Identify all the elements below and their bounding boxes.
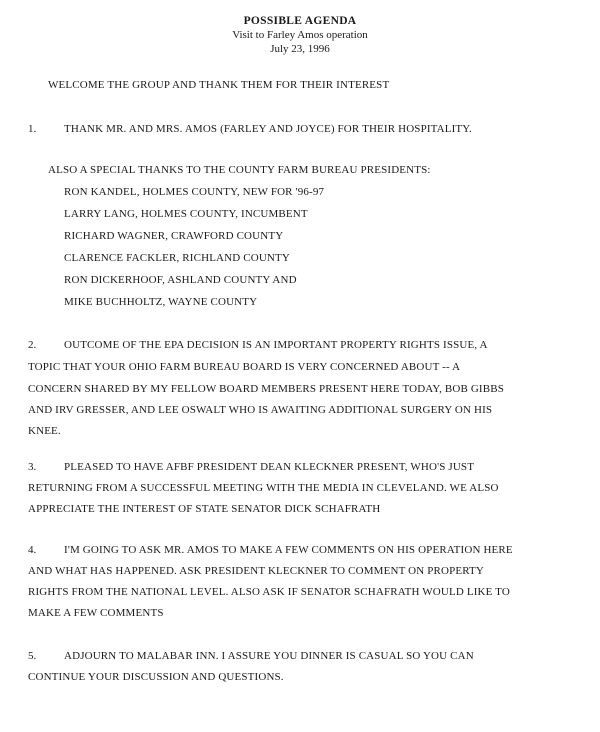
item-4-line: MAKE A FEW COMMENTS [28, 607, 164, 619]
item-2-line: KNEE. [28, 425, 61, 437]
president-line: RICHARD WAGNER, CRAWFORD COUNTY [64, 230, 284, 242]
item-3-number: 3. [28, 461, 37, 473]
item-4-line: AND WHAT HAS HAPPENED. ASK PRESIDENT KLECKNER TO COMMENT ON PROPERTY [28, 565, 485, 577]
item-3-line: APPRECIATE THE INTEREST OF STATE SENATOR DICK SCHAFRATH [28, 503, 381, 515]
thanks-intro: ALSO A SPECIAL THANKS TO THE COUNTY FARM BUREAU PRESIDENTS: [48, 164, 431, 176]
item-3-line: PLEASED TO HAVE AFBF PRESIDENT DEAN KLECKNER PRESENT, WHO'S JUST [64, 461, 475, 473]
president-line: RON KANDEL, HOLMES COUNTY, NEW FOR '96-97 [64, 186, 325, 198]
document-date: July 23, 1996 [270, 43, 330, 55]
item-2-line: CONCERN SHARED BY MY FELLOW BOARD MEMBERS PRESENT HERE TODAY, BOB GIBBS [28, 383, 504, 395]
item-2-number: 2. [28, 339, 37, 351]
president-line: LARRY LANG, HOLMES COUNTY, INCUMBENT [64, 208, 308, 220]
item-2-line: OUTCOME OF THE EPA DECISION IS AN IMPORTANT PROPERTY RIGHTS ISSUE, A [64, 339, 488, 351]
document-subtitle: Visit to Farley Amos operation [232, 29, 368, 41]
item-1-number: 1. [28, 123, 37, 135]
item-4-line: I'M GOING TO ASK MR. AMOS TO MAKE A FEW COMMENTS ON HIS OPERATION HERE [64, 544, 513, 556]
item-2-line: TOPIC THAT YOUR OHIO FARM BUREAU BOARD IS VERY CONCERNED ABOUT -- A [28, 361, 461, 373]
item-3-line: RETURNING FROM A SUCCESSFUL MEETING WITH THE MEDIA IN CLEVELAND. WE ALSO [28, 482, 499, 494]
item-4-line: RIGHTS FROM THE NATIONAL LEVEL. ALSO ASK IF SENATOR SCHAFRATH WOULD LIKE TO [28, 586, 510, 598]
president-line: CLARENCE FACKLER, RICHLAND COUNTY [64, 252, 290, 264]
welcome-line: WELCOME THE GROUP AND THANK THEM FOR THEIR INTEREST [48, 79, 390, 91]
item-4-number: 4. [28, 544, 37, 556]
item-1-text: THANK MR. AND MRS. AMOS (FARLEY AND JOYCE) FOR THEIR HOSPITALITY. [64, 123, 472, 135]
item-5-line: ADJOURN TO MALABAR INN. I ASSURE YOU DINNER IS CASUAL SO YOU CAN [64, 650, 474, 662]
document-title: POSSIBLE AGENDA [243, 15, 357, 27]
president-line: RON DICKERHOOF, ASHLAND COUNTY AND [64, 274, 297, 286]
item-2-line: AND IRV GRESSER, AND LEE OSWALT WHO IS AWAITING ADDITIONAL SURGERY ON HIS [28, 404, 493, 416]
president-line: MIKE BUCHHOLTZ, WAYNE COUNTY [64, 296, 258, 308]
item-5-line: CONTINUE YOUR DISCUSSION AND QUESTIONS. [28, 671, 284, 683]
document-header [0, 14, 600, 56]
item-5-number: 5. [28, 650, 37, 662]
